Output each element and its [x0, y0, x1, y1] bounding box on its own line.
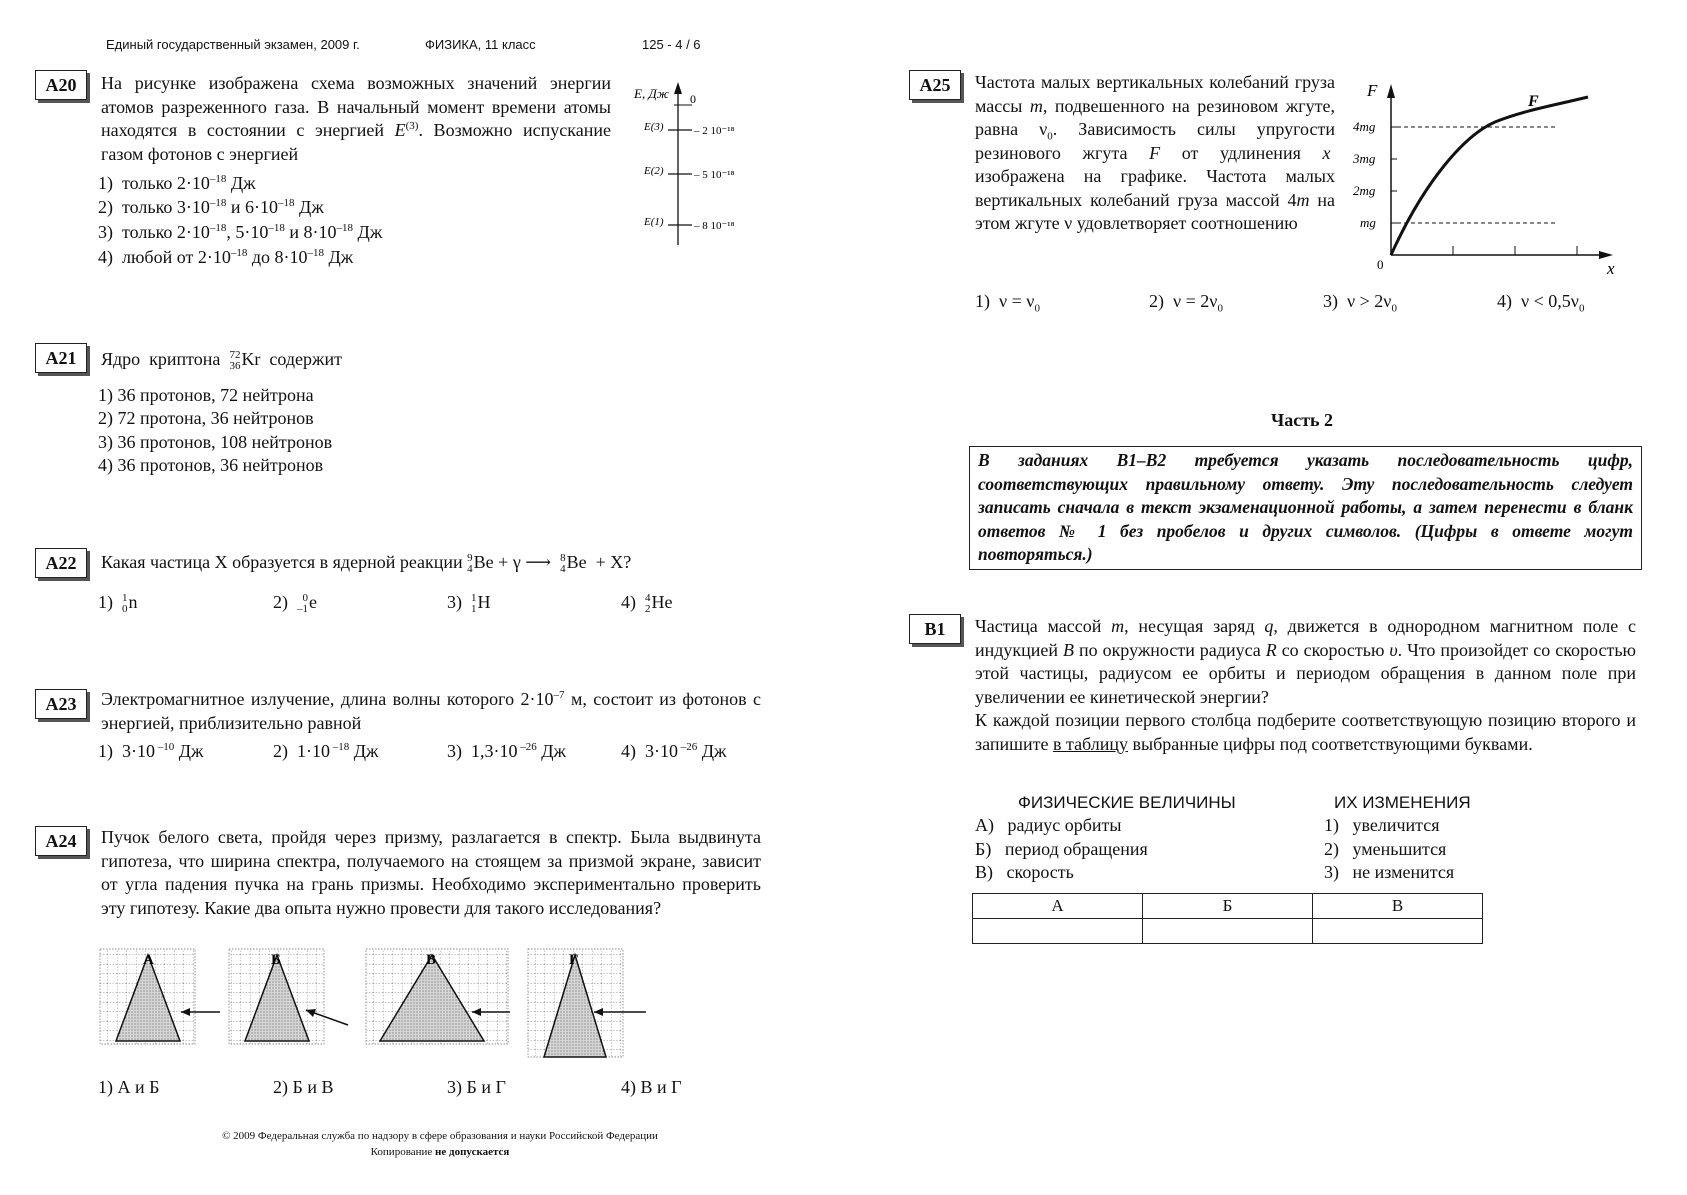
graph-tick-mg: mg [1360, 215, 1376, 230]
option-a21-4[interactable]: 4) 36 протонов, 36 нейтронов [98, 455, 324, 475]
question-text-b1: Частица массой m, несущая заряд q, движется в однородном магнитном поле с индукцией B по окружности радиуса R со скоростью υ. Что произойдет со скоростью этой частицы, радиусом ее орбиты и периодом обращения в данном поле при увеличении ее кинетической энергии? [975, 616, 1636, 707]
option-a22-2[interactable]: 2) 0 –1 e [273, 591, 317, 615]
b1-answer-table [972, 893, 1483, 944]
graph-tick-3mg: 3mg [1353, 151, 1376, 166]
b1-col1-header: ФИЗИЧЕСКИЕ ВЕЛИЧИНЫ [1018, 793, 1236, 812]
prism-figures [98, 945, 658, 1065]
b1-col2-item-2: 2) уменьшится [1324, 839, 1447, 859]
option-a25-3[interactable]: 3) $\nu > 2\nu_0$ [1323, 291, 1397, 315]
option-a24-4[interactable]: 4) В и Г [621, 1077, 682, 1097]
question-text-a23: Электромагнитное излучение, длина волны которого $2\cdot 10^{-7}$ м, состоит из фотонов с энергией, приблизительно равной [101, 689, 761, 733]
option-a22-1[interactable]: 1) 1 0 n [98, 591, 138, 615]
graph-curve-label: F [1528, 93, 1539, 110]
b1-col1-item-b: Б) период обращения [975, 839, 1148, 859]
level-1-name: E(1) [644, 216, 664, 228]
force-elongation-graph [1345, 80, 1620, 280]
energy-axis-label: E, Дж [634, 86, 669, 101]
question-label-a21: А21 [35, 343, 87, 373]
answer-header-v: В [1313, 894, 1483, 919]
question-label-a24: А24 [35, 826, 87, 856]
part2-title: Часть 2 [1271, 410, 1334, 430]
prism-label-b: Б [271, 952, 281, 968]
option-a25-2[interactable]: 2) $\nu = 2\nu_0$ [1149, 291, 1223, 315]
prism-label-a: А [143, 952, 154, 968]
option-a21-2[interactable]: 2) 72 протона, 36 нейтронов [98, 408, 314, 428]
prism-label-g: Г [569, 952, 579, 968]
prism-label-v: В [426, 952, 437, 968]
energy-zero-label: 0 [690, 92, 696, 106]
option-a20-2[interactable]: 2) только $3\cdot 10^{-18}$ и $6\cdot 10^{-18}$ Дж [98, 197, 324, 217]
question-label-b1: В1 [909, 614, 961, 644]
prism-figure-b [229, 949, 348, 1044]
option-a24-3[interactable]: 3) Б и Г [447, 1077, 506, 1097]
prism-figure-g [528, 949, 646, 1057]
part2-instruction: В заданиях B1–B2 требуется указать последовательность цифр, соответствующих правильному ответу. Эту последовательность следует записать сначала в текст экзаменационной работы, а затем перенести в бланк ответов № 1 без пробелов и других символов. (Цифры в ответе могут повторяться.) [969, 446, 1642, 570]
option-a21-3[interactable]: 3) 36 протонов, 108 нейтронов [98, 432, 333, 452]
footer-copy-notice: Копирование не допускается [370, 1146, 510, 1158]
option-a20-4[interactable]: 4) любой от $2\cdot 10^{-18}$ до $8\cdot 10^{-18}$ Дж [98, 247, 354, 267]
answer-cell-b[interactable] [1143, 919, 1313, 944]
option-a23-3[interactable]: 3) 1,3·10 $^{-26}$ Дж [447, 741, 566, 761]
question-label-a23: А23 [35, 689, 87, 719]
option-a22-4[interactable]: 4) 4 2 He [621, 591, 673, 615]
question-text-a22: Какая частица X образуется в ядерной реакции 9 4 Be + γ ⟶ 8 4 Be + X? [101, 551, 632, 575]
question-label-a25: А25 [909, 70, 961, 100]
level-3-name: E(3) [644, 121, 664, 133]
answer-cell-v[interactable] [1313, 919, 1483, 944]
graph-origin-label: 0 [1377, 257, 1384, 272]
option-a25-4[interactable]: 4) $\nu < 0,5\nu_0$ [1497, 291, 1585, 315]
option-a24-2[interactable]: 2) Б и В [273, 1077, 334, 1097]
header-page: 125 - 4 / 6 [642, 37, 701, 52]
option-a22-3[interactable]: 3) 1 1 H [447, 591, 491, 615]
b1-col1-item-v: В) скорость [975, 862, 1074, 882]
question-text-a20: На рисунке изображена схема возможных значений энергии атомов разреженного газа. В начальный момент времени атомы находятся в состоянии с энергией $E^{(3)}$. Возможно испускание газом фотонов с энергией [101, 73, 612, 164]
question-instruction-b1: К каждой позиции первого столбца подберите соответствующую позицию второго и запишите в таблицу выбранные цифры под соответствующими буквами. [975, 710, 1636, 754]
header-exam: Единый государственный экзамен, 2009 г. [106, 37, 360, 52]
question-text-a21: Ядро криптона 72 36 Kr содержит [101, 348, 342, 372]
b1-col2-item-1: 1) увеличится [1324, 815, 1440, 835]
question-label-a20: А20 [35, 70, 87, 100]
option-a25-1[interactable]: 1) $\nu = \nu_0$ [975, 291, 1040, 315]
question-text-a24: Пучок белого света, пройдя через призму, разлагается в спектр. Была выдвинута гипотеза, что ширина спектра, получаемого на стоящем за призмой экране, зависит от угла падения пучка на грань призмы. Необходимо экспериментально проверить эту гипотезу. Какие два опыта нужно провести для такого исследования? [101, 827, 761, 918]
b1-col1-item-a: А) радиус орбиты [975, 815, 1122, 835]
option-a24-1[interactable]: 1) А и Б [98, 1077, 160, 1097]
prism-figure-v [366, 949, 510, 1044]
option-a23-2[interactable]: 2) 1·10 $^{-18}$ Дж [273, 741, 379, 761]
option-a23-1[interactable]: 1) 3·10 $^{-10}$ Дж [98, 741, 204, 761]
question-text-a25: Частота малых вертикальных колебаний груза массы m, подвешенного на резиновом жгуте, равна $\nu_0$. Зависимость силы упругости резинового жгута F от удлинения x изображена на графике. Частота малых вертикальных колебаний груза массой 4m на этом жгуте ν удовлетворяет соотношению [975, 72, 1336, 233]
level-2-name: E(2) [644, 165, 664, 177]
energy-level-diagram [630, 80, 770, 250]
header-subject: ФИЗИКА, 11 класс [425, 37, 536, 52]
level-2-value: – 5 10⁻¹⁸ [694, 169, 735, 181]
b1-col2-header: ИХ ИЗМЕНЕНИЯ [1334, 793, 1471, 812]
graph-y-axis-label: F [1367, 81, 1378, 100]
prism-figure-a [100, 949, 220, 1044]
level-1-value: – 8 10⁻¹⁸ [694, 220, 735, 232]
answer-cell-a[interactable] [973, 919, 1143, 944]
graph-tick-2mg: 2mg [1353, 183, 1376, 198]
footer-copyright: © 2009 Федеральная служба по надзору в сфере образования и науки Российской Федерации [222, 1130, 658, 1142]
option-a20-3[interactable]: 3) только $2\cdot 10^{-18}$, $5\cdot 10^{-18}$ и $8\cdot 10^{-18}$ Дж [98, 222, 383, 242]
option-a21-1[interactable]: 1) 36 протонов, 72 нейтрона [98, 385, 314, 405]
option-a20-1[interactable]: 1) только $2\cdot 10^{-18}$ Дж [98, 173, 256, 193]
question-label-a22: А22 [35, 548, 87, 578]
graph-tick-4mg: 4mg [1353, 119, 1376, 134]
level-3-value: – 2 10⁻¹⁸ [694, 125, 735, 137]
answer-header-b: Б [1143, 894, 1313, 919]
answer-header-a: А [973, 894, 1143, 919]
option-a23-4[interactable]: 4) 3·10 $^{-26}$ Дж [621, 741, 727, 761]
graph-x-axis-label: x [1607, 259, 1615, 278]
b1-col2-item-3: 3) не изменится [1324, 862, 1455, 882]
